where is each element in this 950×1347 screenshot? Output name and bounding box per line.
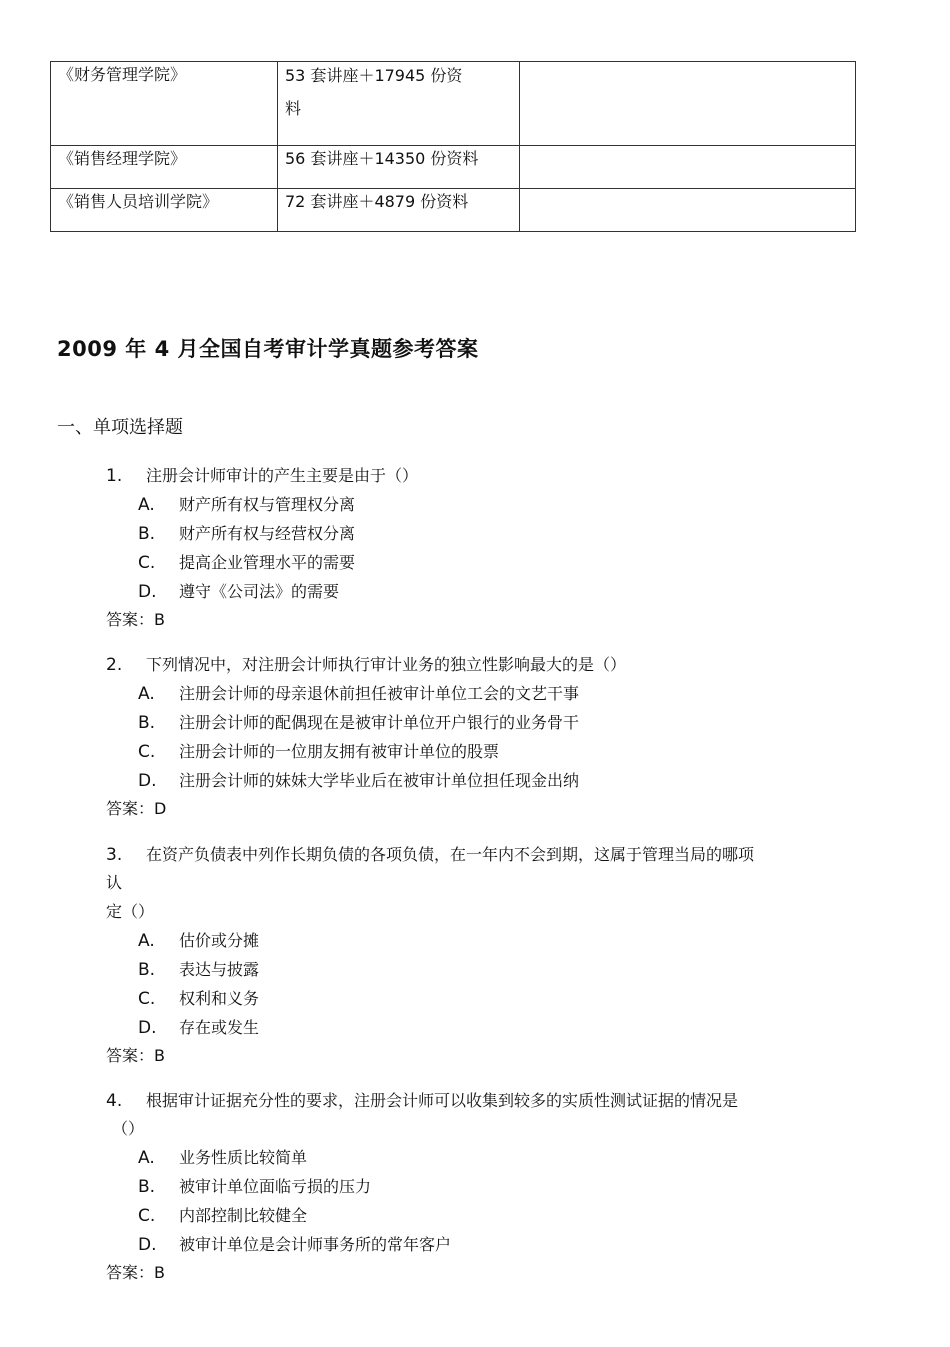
option-text: 注册会计师的妹妹大学毕业后在被审计单位担任现金出纳 <box>179 771 580 790</box>
option-text: 遵守《公司法》的需要 <box>179 582 340 601</box>
answer-label: 答案： <box>106 799 155 818</box>
question-number: 4. <box>106 1091 123 1111</box>
answer-value: B <box>154 610 165 629</box>
option-text: 注册会计师的一位朋友拥有被审计单位的股票 <box>179 742 500 761</box>
resource-table <box>50 61 856 232</box>
option-letter: C. <box>138 742 156 762</box>
option-row <box>138 681 579 704</box>
option-row <box>138 1232 451 1255</box>
option-row <box>138 739 499 762</box>
option-row <box>138 928 259 951</box>
option-text: 被审计单位是会计师事务所的常年客户 <box>179 1235 452 1254</box>
question-number: 3. <box>106 845 123 865</box>
option-text: 业务性质比较简单 <box>179 1148 308 1167</box>
answer-value: B <box>154 1046 165 1065</box>
answer-line <box>106 1260 165 1283</box>
answer-line <box>106 607 165 630</box>
option-letter: A. <box>138 684 155 704</box>
answer-label: 答案： <box>106 1046 155 1065</box>
table-cell-note <box>520 62 856 146</box>
table-cell-content-line: 料 <box>285 99 302 118</box>
answer-value: D <box>154 799 167 818</box>
option-letter: B. <box>138 1177 156 1197</box>
question-number: 1. <box>106 466 123 486</box>
option-row <box>138 1145 307 1168</box>
option-letter: D. <box>138 1235 157 1255</box>
option-letter: D. <box>138 1018 157 1038</box>
question-text: 注册会计师审计的产生主要是由于（） <box>146 466 419 485</box>
table-cell-content: 72 套讲座＋4879 份资料 <box>278 189 520 232</box>
option-letter: C. <box>138 1206 156 1226</box>
option-text: 注册会计师的配偶现在是被审计单位开户银行的业务骨干 <box>179 713 580 732</box>
table-row <box>51 146 856 189</box>
table-cell-content-line: 53 套讲座＋17945 份资 <box>285 66 463 85</box>
table-cell-name: 《销售经理学院》 <box>51 146 278 189</box>
question-text: 下列情况中，对注册会计师执行审计业务的独立性影响最大的是（） <box>146 655 627 674</box>
option-letter: A. <box>138 1148 155 1168</box>
question-3-stem <box>106 842 754 865</box>
option-letter: B. <box>138 713 156 733</box>
answer-label: 答案： <box>106 1263 155 1282</box>
option-letter: C. <box>138 553 156 573</box>
option-row <box>138 957 259 980</box>
question-text-continuation: （） <box>112 1119 145 1138</box>
option-row <box>138 1015 259 1038</box>
question-text-continuation: 定（） <box>106 902 155 921</box>
question-number: 2. <box>106 655 123 675</box>
option-letter: A. <box>138 495 155 515</box>
option-text: 财产所有权与经营权分离 <box>179 524 356 543</box>
answer-value: B <box>154 1263 165 1282</box>
table-cell-name: 《财务管理学院》 <box>51 62 278 146</box>
question-2-stem <box>106 652 626 675</box>
option-row <box>138 768 579 791</box>
table-row <box>51 189 856 232</box>
question-4-stem <box>106 1088 738 1111</box>
option-text: 估价或分摊 <box>179 931 260 950</box>
table-row <box>51 62 856 146</box>
table-cell-name: 《销售人员培训学院》 <box>51 189 278 232</box>
question-1-stem <box>106 463 418 486</box>
option-letter: D. <box>138 771 157 791</box>
option-row <box>138 579 339 602</box>
option-row <box>138 1203 307 1226</box>
option-row <box>138 492 355 515</box>
option-row <box>138 710 579 733</box>
question-text: 根据审计证据充分性的要求，注册会计师可以收集到较多的实质性测试证据的情况是 <box>146 1091 739 1110</box>
option-text: 注册会计师的母亲退休前担任被审计单位工会的文艺干事 <box>179 684 580 703</box>
option-letter: A. <box>138 931 155 951</box>
option-text: 权利和义务 <box>179 989 260 1008</box>
table-cell-note <box>520 189 856 232</box>
option-row <box>138 1174 371 1197</box>
answer-label: 答案： <box>106 610 155 629</box>
option-letter: B. <box>138 960 156 980</box>
option-letter: C. <box>138 989 156 1009</box>
option-text: 内部控制比较健全 <box>179 1206 308 1225</box>
section-heading: 一、单项选择题 <box>57 417 183 438</box>
document-title: 2009 年 4 月全国自考审计学真题参考答案 <box>57 337 479 361</box>
option-row <box>138 521 355 544</box>
option-text: 被审计单位面临亏损的压力 <box>179 1177 372 1196</box>
table-cell-content <box>278 62 520 146</box>
option-text: 存在或发生 <box>179 1018 260 1037</box>
option-letter: B. <box>138 524 156 544</box>
answer-line <box>106 1043 165 1066</box>
question-text: 在资产负债表中列作长期负债的各项负债，在一年内不会到期，这属于管理当局的哪项 <box>146 845 755 864</box>
option-text: 表达与披露 <box>179 960 260 979</box>
answer-line <box>106 796 166 819</box>
table-cell-content: 56 套讲座＋14350 份资料 <box>278 146 520 189</box>
option-letter: D. <box>138 582 157 602</box>
option-row <box>138 550 355 573</box>
question-text-continuation: 认 <box>106 873 123 892</box>
option-text: 财产所有权与管理权分离 <box>179 495 356 514</box>
table-cell-note <box>520 146 856 189</box>
option-row <box>138 986 259 1009</box>
option-text: 提高企业管理水平的需要 <box>179 553 356 572</box>
